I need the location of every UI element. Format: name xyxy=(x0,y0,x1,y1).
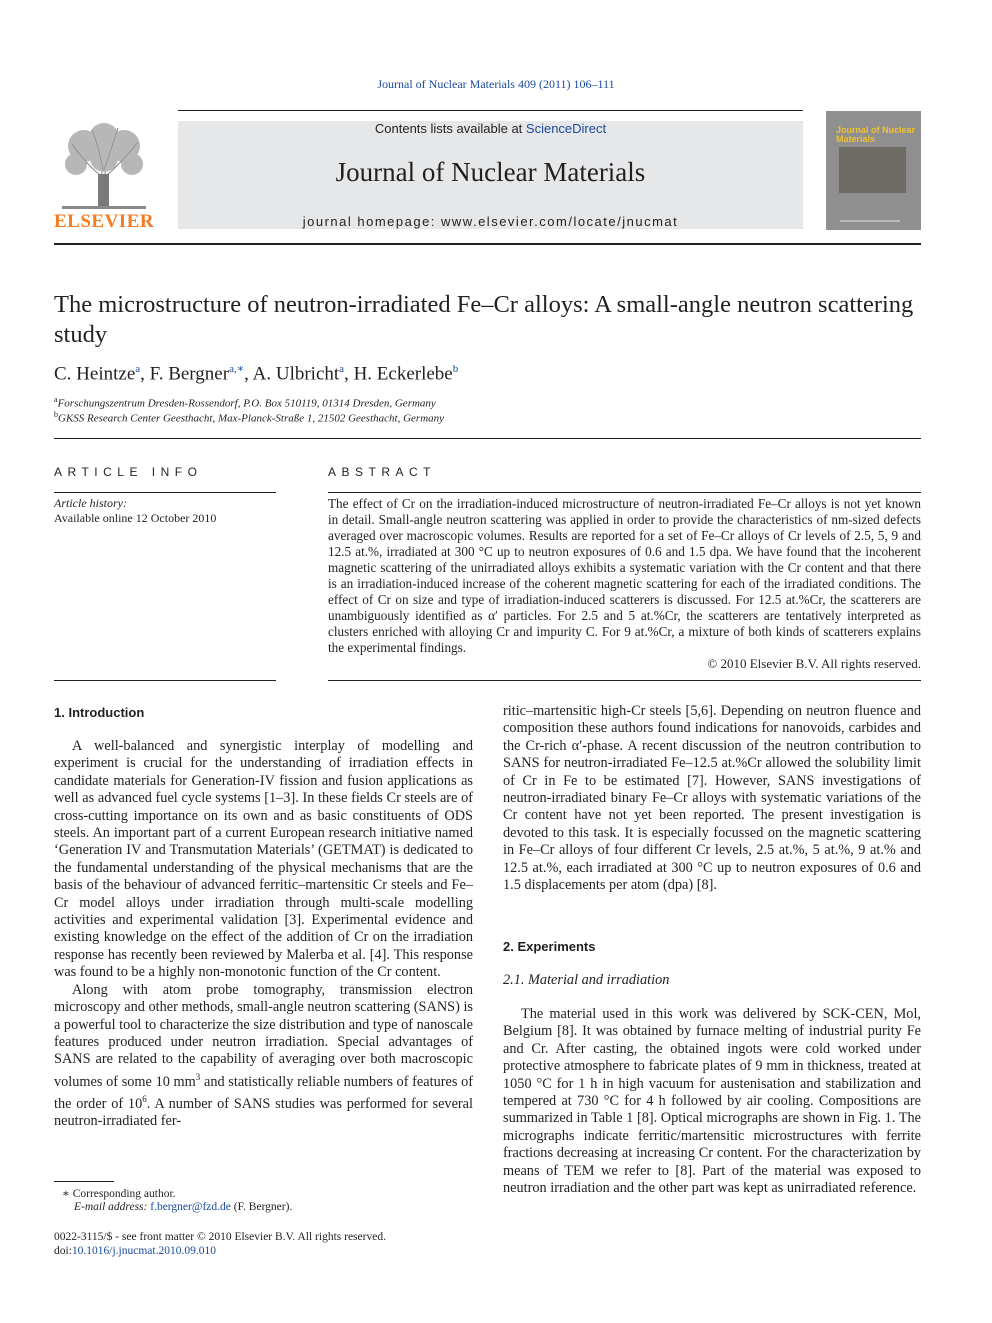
email-link[interactable]: f.bergner@fzd.de xyxy=(150,1201,231,1213)
journal-citation[interactable]: Journal of Nuclear Materials 409 (2011) 106–111 xyxy=(377,77,615,91)
cover-title: Journal of Nuclear Materials xyxy=(836,125,916,144)
author-affiliation-mark[interactable]: b xyxy=(452,363,459,375)
affiliation-mark: b xyxy=(54,410,58,419)
section-heading-introduction: 1. Introduction xyxy=(54,705,145,720)
intro-paragraph-2-text: . A number of SANS studies was performed for several neutron-irradiated fer- xyxy=(54,1095,474,1130)
article-info-heading: ARTICLE INFO xyxy=(54,465,203,479)
journal-banner xyxy=(178,121,803,229)
author-name: H. Eckerlebe xyxy=(353,363,453,385)
cover-footer-mark xyxy=(840,220,900,222)
intro-continuation-paragraph: ritic–martensitic high-Cr steels [5,6]. Depending on neutron fluence and composition these authors found indications for nanovoids, carbides and the Cr-rich α′-phase. A recent discussion of the neutron contribution to SANS for neutron-irradiated Fe–12.5 at.%Cr allowed the solubility limit of Cr in Fe to be estimated [7]. However, SANS investigations of neutron-irradiated binary Fe–Cr alloys with systematic variations of the Cr content have not yet been reported. The present investigation is devoted to this task. It is especially focussed on the magnetic scattering in Fe–Cr alloys of four different Cr levels, 2.5 at.%, 5 at.%, 9 at.% and 12.5 at.%, each irradiated at 300 °C up to neutron exposures of 0.6 and 1.5 displacements per atom (dpa) [8]. xyxy=(503,703,921,894)
corresponding-author-note: ∗ Corresponding author. xyxy=(62,1188,176,1200)
right-column-text-bottom xyxy=(503,1006,921,1197)
available-online: Available online 12 October 2010 xyxy=(54,511,217,525)
author-name: F. Bergner xyxy=(149,363,230,385)
email-footnote xyxy=(74,1201,292,1213)
affiliation xyxy=(54,395,436,410)
elsevier-wordmark: ELSEVIER xyxy=(54,211,155,232)
left-column-text xyxy=(54,738,473,1130)
abstract-heading: ABSTRACT xyxy=(328,465,437,479)
abstract-rule xyxy=(328,492,921,493)
article-title: The microstructure of neutron-irradiated Fe–Cr alloys: A small-angle neutron scattering study xyxy=(54,291,914,348)
email-label: E-mail address: xyxy=(74,1201,151,1213)
author-affiliation-mark[interactable]: a xyxy=(135,363,141,375)
affiliation-divider xyxy=(54,438,921,439)
abstract-text: The effect of Cr on the irradiation-induced microstructure of neutron-irradiated Fe–Cr alloys is not yet known in detail. Small-angle neutron scattering was applied in order to provide the characteristics of nm-sized defects averaged over macroscopic volumes. Results are reported for a set of Fe–Cr alloys of Cr levels of 2.5, 5, 9 and 12.5 at.%, irradiated at 300 °C up to neutron exposures of 0.6 and 1.5 dpa. We have found that the incoherent magnetic scattering of the unirradiated alloys exhibits a systematic variation with the Cr content and that there is an irradiation-induced increase of the coherent magnetic scattering for each of the irradiated conditions. The effect of Cr on size and type of irradiation-induced scatterers is discussed. For 12.5 at.%Cr, the scatterers are unambiguously identified as α′ particles. For 2.5 and 5 at.%Cr, the scatterers are tentatively interpreted as clusters enriched with alloying Cr and impurity C. For 9 at.%Cr, a mixture of both kinds of scatterers explains the experimental findings. xyxy=(328,496,921,655)
header-rule xyxy=(178,110,803,111)
section-heading-experiments: 2. Experiments xyxy=(503,939,596,954)
author-list: C. Heintze$^a$, F. Bergner$^{a,∗}$, A. Ulbricht$^a$, H. Eckerlebe$^b$ xyxy=(54,363,459,385)
email-suffix: (F. Bergner). xyxy=(230,1201,293,1213)
right-column-text-top xyxy=(503,703,921,894)
footnote-rule xyxy=(54,1181,114,1182)
affiliation-mark: a xyxy=(54,395,58,404)
journal-homepage[interactable]: journal homepage: www.elsevier.com/locate/jnucmat xyxy=(302,214,679,229)
subsection-heading-material: 2.1. Material and irradiation xyxy=(503,972,670,988)
author-affiliation-mark[interactable]: a xyxy=(339,363,345,375)
superscript: 3 xyxy=(195,1071,201,1082)
journal-title: Journal of Nuclear Materials xyxy=(335,157,646,187)
author-name: A. Ulbricht xyxy=(252,363,340,385)
material-paragraph: The material used in this work was delivered by SCK-CEN, Mol, Belgium [8]. It was obtained by furnace melting of industrial purity Fe and Cr. After casting, the obtained ingots were cold worked under protective atmosphere to fabricate plates of 9 mm in thickness, treated at 1050 °C for 1 h in high vacuum for austenisation and stabilization and tempered at 730 °C for 4 h followed by air cooling. Compositions are summarized in Table 1 [8]. Optical micrographs are shown in Fig. 1. The micrographs indicate ferritic/martensitic microstructures with ferrite fractions decreasing at increasing Cr content. For the characterization by means of TEM we refer to [8]. Part of the material was exposed to neutron irradiation and the other part was kept as unirradiated reference. xyxy=(503,1006,921,1197)
article-info-rule xyxy=(54,492,276,493)
contents-line xyxy=(178,121,803,136)
abstract-copyright: © 2010 Elsevier B.V. All rights reserved. xyxy=(707,656,921,671)
author-name: C. Heintze xyxy=(54,363,136,385)
intro-paragraph-2-text: and statistically reliable numbers of features of the order of 10 xyxy=(54,1073,473,1112)
article-info-bottom-rule xyxy=(54,680,276,681)
doi-label: doi: xyxy=(54,1245,72,1257)
intro-paragraph-2 xyxy=(54,982,473,1131)
cover-image xyxy=(839,147,906,193)
affiliation-text: Forschungszentrum Dresden-Rossendorf, P.O. Box 510119, 01314 Dresden, Germany xyxy=(57,397,436,410)
article-history-label: Article history: xyxy=(54,496,127,510)
superscript: 6 xyxy=(142,1093,147,1104)
sciencedirect-link[interactable]: ScienceDirect xyxy=(525,121,607,136)
affiliation xyxy=(54,410,444,425)
doi-link[interactable]: 10.1016/j.jnucmat.2010.09.010 xyxy=(71,1245,216,1257)
affiliation-text: GKSS Research Center Geesthacht, Max-Planck-Straße 1, 21502 Geesthacht, Germany xyxy=(58,412,445,425)
issn-line: 0022-3115/$ - see front matter © 2010 Elsevier B.V. All rights reserved. xyxy=(54,1231,386,1243)
intro-paragraph-1: A well-balanced and synergistic interplay of modelling and experiment is crucial for the understanding of irradiation effects in candidate materials for Generation-IV fission and fusion applications as well as advanced fuel cycle systems [1–3]. In these fields Cr steels are of cross-cutting importance on its own and as basic constituents of ODS steels. An important part of a current European research initiative named ‘Generation IV and Transmutation Materials’ (GETMAT) is dedicated to the fundamental understanding of the physical mechanisms that are the basis of the behaviour of advanced ferritic–martensitic Cr steels and Fe–Cr model alloys under irradiation through multi-scale modelling activities and experimental validation [3]. Experimental evidence and existing knowledge on the effect of the addition of Cr on the irradiation response has recently been reviewed by Malerba et al. [4]. This response was found to be a highly non-monotonic function of the Cr content. xyxy=(54,738,473,981)
header-divider xyxy=(54,243,921,245)
abstract-bottom-rule xyxy=(328,680,921,681)
contents-prefix: Contents lists available at xyxy=(374,121,526,136)
doi-line xyxy=(54,1245,216,1257)
intro-paragraph-2-text: Along with atom probe tomography, transmission electron microscopy and other methods, small-angle neutron scattering (SANS) is a powerful tool to characterize the size distribution and type of nanoscale features produced under neutron irradiation. Special advantages of SANS are related to the capability of averaging over both macroscopic volumes of some 10 mm xyxy=(54,981,473,1090)
author-affiliation-mark[interactable]: a,∗ xyxy=(229,363,245,375)
